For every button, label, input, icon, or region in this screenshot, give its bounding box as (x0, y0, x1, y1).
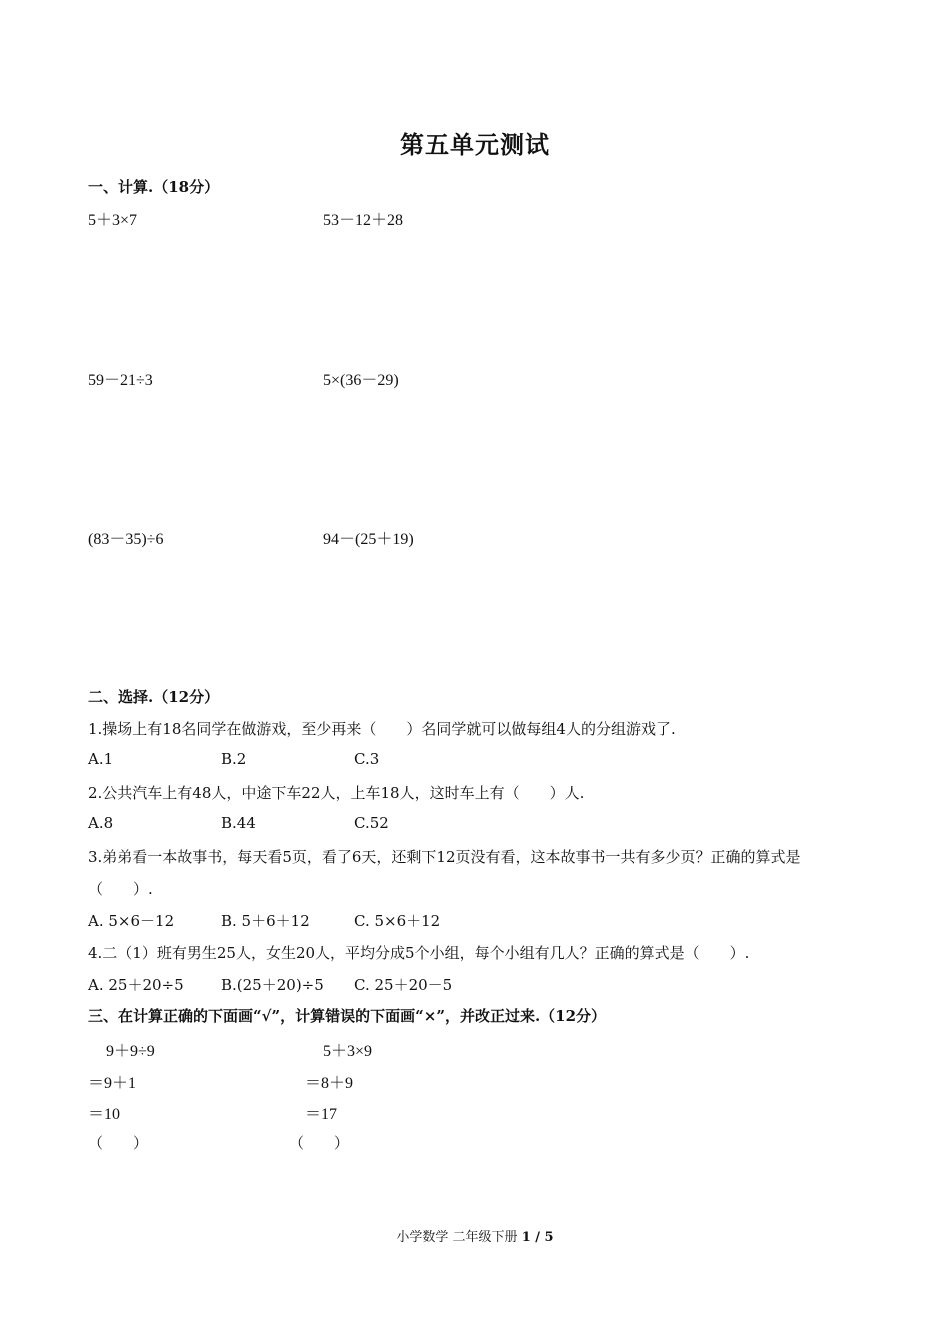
question-1-option-c: C.3 (354, 750, 380, 768)
question-3-stem: 3.弟弟看一本故事书，每天看5页，看了6天，还剩下12页没有看，这本故事书一共有多少页？正确的算式是 (88, 848, 801, 866)
page-title: 第五单元测试 (400, 130, 550, 159)
calc-problem-3: 59－21÷3 (88, 372, 153, 389)
question-2-stem: 2.公共汽车上有48人，中途下车22人，上车18人，这时车上有（ ）人. (88, 784, 585, 802)
calc-problem-2: 53－12＋28 (323, 212, 404, 229)
check-right-line-3: ＝17 (305, 1106, 338, 1123)
footer-text: 小学数学 二年级下册 (396, 1230, 518, 1245)
question-1-stem: 1.操场上有18名同学在做游戏，至少再来（ ）名同学就可以做每组4人的分组游戏了. (88, 720, 676, 738)
question-2-option-b: B.44 (221, 814, 256, 832)
question-4-option-c: C. 25＋20－5 (354, 976, 453, 994)
check-left-line-2: ＝9＋1 (88, 1075, 137, 1092)
question-4-option-a: A. 25＋20÷5 (88, 976, 184, 994)
section-2-heading: 二、选择.（12分） (88, 688, 220, 706)
page-footer (0, 1226, 950, 1245)
question-4-option-b: B.(25＋20)÷5 (221, 976, 324, 994)
check-right-line-2: ＝8＋9 (305, 1075, 354, 1092)
question-4-stem: 4.二（1）班有男生25人，女生20人，平均分成5个小组，每个小组有几人？正确的算式是（ ）. (88, 944, 750, 962)
calc-problem-5: (83－35)÷6 (88, 531, 164, 548)
calc-problem-6: 94－(25＋19) (323, 531, 414, 548)
question-3-option-a: A. 5×6－12 (88, 912, 175, 930)
question-1-option-a: A.1 (88, 750, 114, 768)
question-3-option-c: C. 5×6＋12 (354, 912, 441, 930)
question-3-stem-continued: （ ）. (88, 880, 153, 898)
question-2-option-c: C.52 (354, 814, 389, 832)
calc-problem-1: 5＋3×7 (88, 212, 138, 229)
section-3-heading: 三、在计算正确的下面画“√”，计算错误的下面画“×”，并改正过来.（12分） (88, 1007, 607, 1025)
question-2-option-a: A.8 (88, 814, 114, 832)
calc-problem-4: 5×(36－29) (323, 372, 399, 389)
check-left-line-1: 9＋9÷9 (106, 1043, 155, 1060)
question-1-option-b: B.2 (221, 750, 247, 768)
check-right-answer-blank: （ ） (289, 1134, 350, 1152)
check-right-line-1: 5＋3×9 (323, 1043, 373, 1060)
check-left-answer-blank: （ ） (88, 1134, 149, 1152)
check-left-line-3: ＝10 (88, 1106, 121, 1123)
question-3-option-b: B. 5＋6＋12 (221, 912, 310, 930)
section-1-heading: 一、计算.（18分） (88, 178, 220, 196)
page-number: 1 / 5 (521, 1230, 554, 1245)
